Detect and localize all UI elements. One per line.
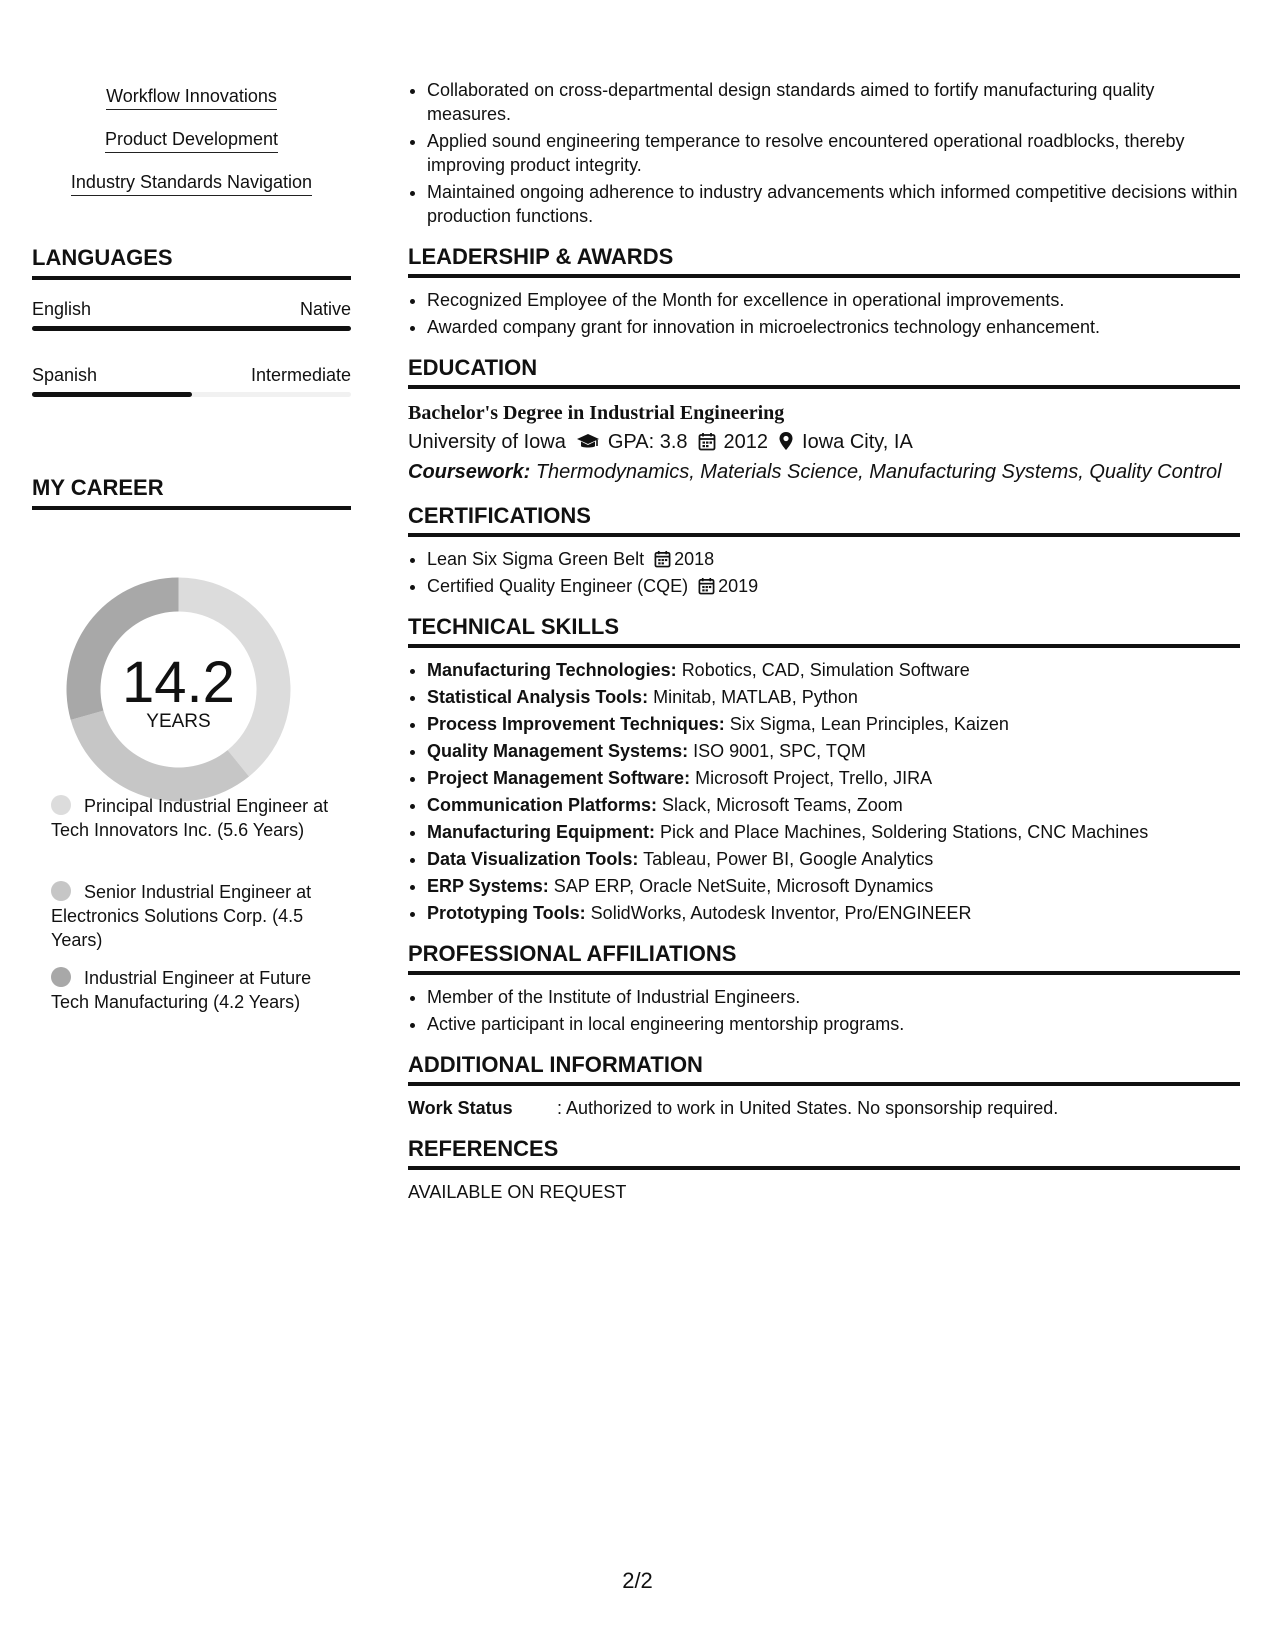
list-item xyxy=(427,739,1240,763)
language-proficiency-fill xyxy=(32,326,351,331)
leadership-heading: LEADERSHIP & AWARDS xyxy=(408,245,1240,278)
career-legend-text: Senior Industrial Engineer at Electronics Solutions Corp. (4.5 Years) xyxy=(51,882,312,950)
list-item: • Member of the Institute of Industrial Engineers. xyxy=(427,985,1240,1009)
skill-value: Pick and Place Machines, Soldering Stations, CNC Machines xyxy=(660,822,1149,842)
list-item: • Maintained ongoing adherence to industry advancements which informed competitive decisions within production functions. xyxy=(427,180,1240,228)
certifications-heading: CERTIFICATIONS xyxy=(408,504,1240,537)
skill-tag: Product Development xyxy=(32,129,351,150)
certification-name: Lean Six Sigma Green Belt xyxy=(427,549,645,569)
work-status-value: : Authorized to work in United States. No sponsorship required. xyxy=(557,1098,1059,1118)
additional-info-heading: ADDITIONAL INFORMATION xyxy=(408,1053,1240,1086)
work-status-label: Work Status xyxy=(408,1098,513,1118)
skill-label: Quality Management Systems: xyxy=(427,741,689,761)
list-item: • Applied sound engineering temperance to resolve encountered operational roadblocks, thereby improving product integrity. xyxy=(427,129,1240,177)
page-number: 2/2 xyxy=(622,1568,653,1593)
list-item xyxy=(427,574,1240,598)
skill-value: SAP ERP, Oracle NetSuite, Microsoft Dynamics xyxy=(553,876,934,896)
skill-tag: Industry Standards Navigation xyxy=(32,172,351,193)
language-level: Intermediate xyxy=(250,365,351,385)
coursework xyxy=(408,457,1240,487)
language-name: Spanish xyxy=(32,365,98,385)
career-donut-chart xyxy=(66,577,291,802)
certification-name: Certified Quality Engineer (CQE) xyxy=(427,576,689,596)
certification-year: 2018 xyxy=(674,549,715,569)
skill-label: Manufacturing Technologies: xyxy=(427,660,677,680)
skills-list xyxy=(408,658,1240,925)
career-total-years: 14.2 xyxy=(122,650,235,715)
skill-label: Data Visualization Tools: xyxy=(427,849,639,869)
language-proficiency-bar xyxy=(32,326,351,331)
language-row xyxy=(32,299,351,320)
skill-label: Prototyping Tools: xyxy=(427,903,586,923)
education-heading: EDUCATION xyxy=(408,356,1240,389)
affiliations-list xyxy=(408,985,1240,1036)
list-item xyxy=(427,793,1240,817)
coursework-label: Coursework: xyxy=(408,461,531,483)
skill-value: SolidWorks, Autodesk Inventor, Pro/ENGINEER xyxy=(590,903,972,923)
skill-label: Manufacturing Equipment: xyxy=(427,822,655,842)
leadership-list xyxy=(408,288,1240,339)
calendar-icon xyxy=(698,577,715,595)
references-text: AVAILABLE ON REQUEST xyxy=(408,1182,627,1202)
graduation-year: 2012 xyxy=(723,431,769,453)
skill-label: Project Management Software: xyxy=(427,768,691,788)
career-years-label: YEARS xyxy=(146,711,211,732)
skill-value: ISO 9001, SPC, TQM xyxy=(693,741,866,761)
list-item: • Active participant in local engineering mentorship programs. xyxy=(427,1012,1240,1036)
school-location: Iowa City, IA xyxy=(802,431,913,453)
list-item xyxy=(427,874,1240,898)
skill-label: Communication Platforms: xyxy=(427,795,658,815)
career-legend-item xyxy=(51,880,336,952)
career-legend-text: Principal Industrial Engineer at Tech Innovators Inc. (5.6 Years) xyxy=(51,796,329,840)
degree-title: Bachelor's Degree in Industrial Engineering xyxy=(408,402,785,424)
career-legend-text: Industrial Engineer at Future Tech Manufacturing (4.2 Years) xyxy=(51,968,312,1012)
list-item: • Recognized Employee of the Month for excellence in operational improvements. xyxy=(427,288,1240,312)
career-legend-item xyxy=(51,794,336,842)
main-content xyxy=(408,78,1240,1204)
skill-value: Slack, Microsoft Teams, Zoom xyxy=(662,795,903,815)
skills-heading: TECHNICAL SKILLS xyxy=(408,615,1240,648)
list-item: • Collaborated on cross-departmental design standards aimed to fortify manufacturing quality measures. xyxy=(427,78,1240,126)
skill-value: Minitab, MATLAB, Python xyxy=(653,687,858,707)
skill-label: ERP Systems: xyxy=(427,876,549,896)
career-heading: MY CAREER xyxy=(32,475,351,510)
certifications-list xyxy=(408,547,1240,598)
list-item xyxy=(427,685,1240,709)
languages-heading: LANGUAGES xyxy=(32,245,351,280)
list-item xyxy=(427,820,1240,844)
certification-year: 2019 xyxy=(718,576,759,596)
list-item: • Awarded company grant for innovation in microelectronics technology enhancement. xyxy=(427,315,1240,339)
skill-value: Tableau, Power BI, Google Analytics xyxy=(643,849,934,869)
experience-bullets xyxy=(408,78,1240,228)
skill-tag: Workflow Innovations xyxy=(32,86,351,107)
list-item xyxy=(427,847,1240,871)
skill-value: Microsoft Project, Trello, JIRA xyxy=(695,768,933,788)
school-name: University of Iowa xyxy=(408,431,566,453)
skill-label: Process Improvement Techniques: xyxy=(427,714,725,734)
list-item xyxy=(427,658,1240,682)
skill-value: Six Sigma, Lean Principles, Kaizen xyxy=(729,714,1009,734)
legend-dot-icon xyxy=(51,795,71,815)
legend-dot-icon xyxy=(51,967,71,987)
skill-label: Statistical Analysis Tools: xyxy=(427,687,649,707)
language-proficiency-fill xyxy=(32,392,192,397)
language-row xyxy=(32,365,351,386)
career-legend-item xyxy=(51,966,336,1014)
language-level: Native xyxy=(299,299,351,319)
coursework-text: Thermodynamics, Materials Science, Manufacturing Systems, Quality Control xyxy=(535,461,1222,483)
calendar-icon xyxy=(654,550,671,568)
references-heading: REFERENCES xyxy=(408,1137,1240,1170)
graduation-cap-icon xyxy=(576,433,600,451)
list-item xyxy=(427,712,1240,736)
work-status-row xyxy=(408,1096,1240,1120)
legend-dot-icon xyxy=(51,881,71,901)
location-pin-icon xyxy=(778,431,794,451)
skill-value: Robotics, CAD, Simulation Software xyxy=(681,660,970,680)
list-item xyxy=(427,547,1240,571)
education-details xyxy=(408,427,1240,457)
language-proficiency-bar xyxy=(32,392,351,397)
gpa: GPA: 3.8 xyxy=(607,431,688,453)
language-name: English xyxy=(32,299,92,319)
list-item xyxy=(427,901,1240,925)
list-item xyxy=(427,766,1240,790)
affiliations-heading: PROFESSIONAL AFFILIATIONS xyxy=(408,942,1240,975)
calendar-icon xyxy=(698,432,716,451)
